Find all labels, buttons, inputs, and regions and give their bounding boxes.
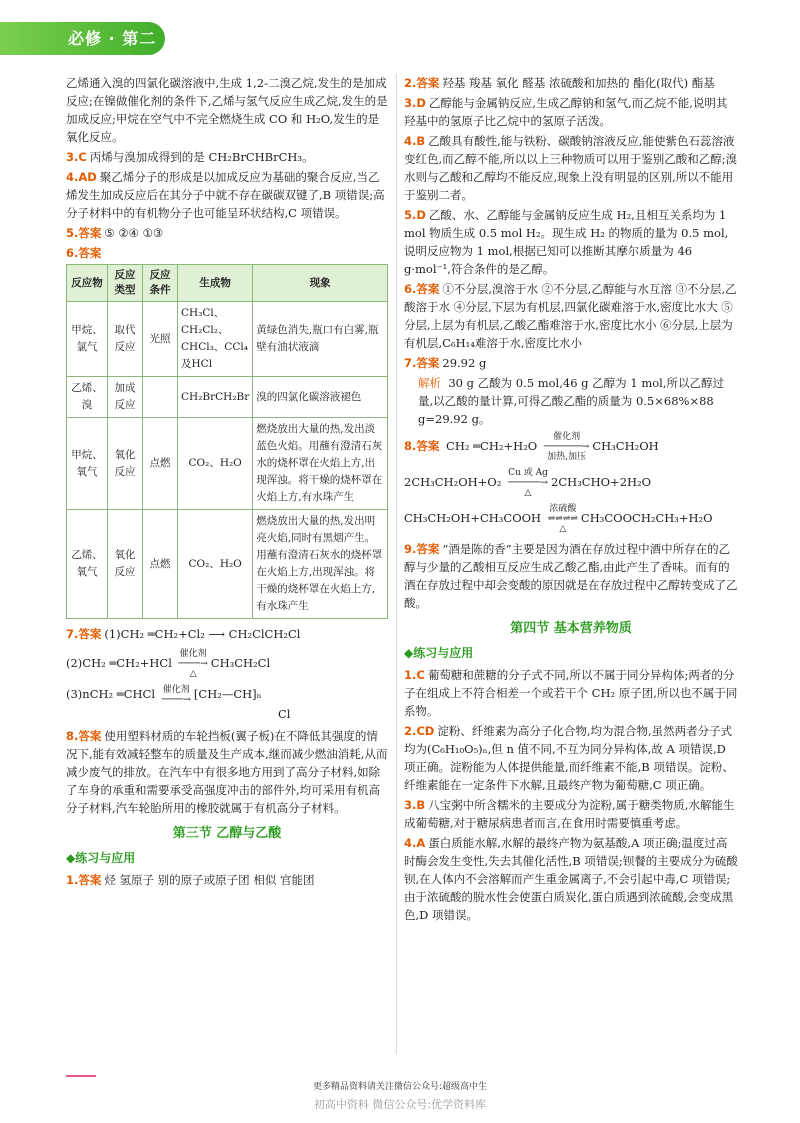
- answer-5: 5.D 乙酸、水、乙醇能与金属钠反应生成 H₂,且相互关系均为 1 mol 物质生成 0.5 mol H₂。现生成 H₂ 的物质的量为 0.5 mol,说明反应物为 1 mol,根据已知可以推断其摩尔质量为 46 g·mol⁻¹,符合条件的是乙醇。: [404, 208, 729, 276]
- table-cell: 燃烧放出大量的热,发出明亮火焰,同时有黑烟产生。用蘸有澄清石灰水的烧杯罩在火焰上方,出现浑浊。将干燥的烧杯罩在火焰上方,有水珠产生: [253, 510, 388, 619]
- table-cell: 黄绿色消失,瓶口有白雾,瓶壁有油状液滴: [253, 302, 388, 377]
- answer-7: 7.答案 (1)CH₂ ═CH₂+Cl₂ ⟶ CH₂ClCH₂Cl (2)CH₂ ═CH₂+HCl 催化剂 ────→ △CH₃CH₂Cl (3)nCH₂ ═CHCl 催化剂 ────→[CH₂—CH]ₙ Cl: [66, 625, 388, 723]
- table-cell: 乙烯、溴: [67, 377, 108, 418]
- table-row: [67, 377, 388, 418]
- answer-8: 8.答案 使用塑料材质的车轮挡板(翼子板)在不降低其强度的情况下,能有效减轻整车的质量及生产成本,继而减少燃油消耗,从而减少废气的排放。在汽车中有很多地方用到了高分子材料,如除了车身的承重和需要承受高强度冲击的部件外,均可采用有机高分子材料,汽车轮胎所用的橡胶就属于有机高分子材料。: [66, 729, 388, 815]
- answer-3: 3.D 乙醇能与金属钠反应,生成乙醇钠和氢气,而乙烷不能,说明其羟基中的氢原子比乙烷中的氢原子活泼。: [404, 96, 728, 128]
- equation-3: CH₃CH₂OH+CH₃COOH 浓硫酸 ⇌⇌⇌⇌ △CH₃COOCH₂CH₃+H₂O: [404, 504, 713, 534]
- answer-5: 5.答案 ⑤ ②④ ①③: [66, 226, 164, 240]
- answer-7: 7.答案 29.92 g: [404, 356, 487, 370]
- analysis: 解析 30 g 乙酸为 0.5 mol,46 g 乙醇为 1 mol,所以乙醇过量,以乙酸的量计算,可得乙酸乙酯的质量为 0.5×68%×88 g=29.92 g。: [418, 376, 724, 426]
- table-cell: CO₂、H₂O: [178, 510, 253, 619]
- footer-accent-line: [66, 1075, 96, 1077]
- reaction-arrow: Cu 或 Ag ──────→ △: [507, 468, 549, 498]
- table-row: [67, 302, 388, 377]
- reaction-arrow: 催化剂 ───────→ 加热,加压: [543, 432, 590, 462]
- col-header: 生成物: [178, 265, 253, 302]
- equation-2: 2CH₃CH₂OH+O₂ Cu 或 Ag ──────→ △2CH₃CHO+2H₂O: [404, 468, 652, 498]
- subsection-heading: ◆练习与应用: [66, 851, 136, 865]
- col-header: 现象: [253, 265, 388, 302]
- header-title: 必修 · 第二册: [68, 29, 157, 81]
- table-cell: CO₂、H₂O: [178, 418, 253, 510]
- equation-1: 8.答案 CH₂ ═CH₂+H₂O 催化剂 ───────→ 加热,加压CH₃CH₂OH: [404, 432, 659, 462]
- equation-3: (3)nCH₂ ═CHCl 催化剂 ────→[CH₂—CH]ₙ: [66, 685, 262, 705]
- table-row: [67, 418, 388, 510]
- chlorine-substituent: Cl: [278, 707, 291, 721]
- answer-9: 9.答案 “酒是陈的香”主要是因为酒在存放过程中酒中所存在的乙醇与少量的乙酸相互反应生成乙酸乙酯,由此产生了香味。而有的酒在存放过程中却会变酸的原因就是在存放过程中乙醇转变成了乙酸。: [404, 542, 738, 610]
- section-heading: 第三节 乙醇与乙酸: [172, 826, 282, 841]
- table-cell: 点燃: [143, 510, 178, 619]
- table-row: [67, 510, 388, 619]
- answer-2: 2.CD 淀粉、纤维素为高分子化合物,均为混合物,虽然两者分子式均为(C₆H₁₀O₅)ₙ,但 n 值不同,不互为同分异构体,故 A 项错误,D 项正确。淀粉能为人体提供能量,而纤维素不能,B 项错误。淀粉、纤维素能在一定条件下水解,且最终产物为葡萄糖,C 项正确。: [404, 724, 734, 792]
- right-column: [404, 74, 738, 926]
- reaction-table: [66, 264, 388, 619]
- subsection-heading: ◆练习与应用: [404, 646, 474, 660]
- footer-promo: 更多精品资料请关注微信公众号:超级高中生: [312, 1082, 488, 1092]
- table-cell: 燃烧放出大量的热,发出淡蓝色火焰。用蘸有澄清石灰水的烧杯罩在火焰上方,出现浑浊。将干燥的烧杯罩在火焰上方,有水珠产生: [253, 418, 388, 510]
- left-column: [66, 74, 388, 891]
- answer-6: 6.答案 ①不分层,溴溶于水 ②不分层,乙醇能与水互溶 ③不分层,乙酸溶于水 ④分层,下层为有机层,四氯化碳难溶于水,密度比水大 ⑤分层,上层为有机层,乙酸乙酯难溶于水,密度比水小 ⑥分层,上层为有机层,C₆H₁₄难溶于水,密度比水小: [404, 282, 737, 350]
- answer-1: 1.答案 烃 氢原子 别的原子或原子团 相似 官能团: [66, 873, 315, 887]
- table-cell: 乙烯、氧气: [67, 510, 108, 619]
- answer-4: 4.A 蛋白质能水解,水解的最终产物为氨基酸,A 项正确;温度过高时酶会发生变性,失去其催化活性,B 项错误;钡餐的主要成分为硫酸钡,在人体内不会溶解而产生重金属离子,不会引起中毒,C 项错误;由于浓硫酸的脱水性会使蛋白质炭化,蛋白质遇到浓硫酸,会变成黑色,D 项错误。: [404, 836, 738, 922]
- answer-4: 4.B 乙酸具有酸性,能与铁粉、碳酸钠溶液反应,能使紫色石蕊溶液变红色,而乙醇不能,所以以上三种物质可以用于鉴别乙酸和乙醇;溴水则与乙酸和乙醇均不能反应,现象上没有明显的区别,所以不能用于鉴别二者。: [404, 134, 738, 202]
- equation-2: (2)CH₂ ═CH₂+HCl 催化剂 ────→ △CH₃CH₂Cl: [66, 649, 271, 679]
- section-heading: 第四节 基本营养物质: [510, 621, 632, 636]
- reaction-arrow: 催化剂 ────→ △: [178, 649, 208, 679]
- col-header: 反应类型: [108, 265, 143, 302]
- answer-3: 3.C 丙烯与溴加成得到的是 CH₂BrCHBrCH₃。: [66, 150, 314, 164]
- answer-8: [404, 432, 738, 534]
- reversible-arrow: 浓硫酸 ⇌⇌⇌⇌ △: [547, 504, 578, 534]
- column-divider: [396, 74, 397, 1054]
- answer-1: 1.C 葡萄糖和蔗糖的分子式不同,所以不属于同分异构体;两者的分子在组成上不符合相差一个或若干个 CH₂ 原子团,所以也不属于同系物。: [404, 668, 738, 718]
- table-header-row: [67, 265, 388, 302]
- table-cell: 甲烷、氧气: [67, 418, 108, 510]
- table-cell: 甲烷、氯气: [67, 302, 108, 377]
- table-cell: 氧化反应: [108, 418, 143, 510]
- col-header: 反应物: [67, 265, 108, 302]
- table-cell: 取代反应: [108, 302, 143, 377]
- table-cell: 点燃: [143, 418, 178, 510]
- answer-3: 3.B 八宝粥中所含糯米的主要成分为淀粉,属于糖类物质,水解能生成葡萄糖,对于糖尿病患者而言,在食用时需要慎重考虑。: [404, 798, 735, 830]
- reaction-arrow: 催化剂 ────→: [161, 685, 191, 705]
- equation-1: (1)CH₂ ═CH₂+Cl₂ ⟶ CH₂ClCH₂Cl: [104, 627, 301, 641]
- answer-2: 2.答案 羟基 羧基 氧化 醛基 浓硫酸和加热的 酯化(取代) 酯基: [404, 76, 715, 90]
- header-banner: [0, 22, 165, 81]
- table-cell: [143, 377, 178, 418]
- table-cell: 加成反应: [108, 377, 143, 418]
- table-cell: 氧化反应: [108, 510, 143, 619]
- table-cell: 溴的四氯化碳溶液褪色: [253, 377, 388, 418]
- footer-watermark: 初高中资料 微信公众号:优学资料库: [313, 1098, 487, 1111]
- table-cell: 光照: [143, 302, 178, 377]
- table-cell: CH₂BrCH₂Br: [178, 377, 253, 418]
- intro-paragraph: 乙烯通入溴的四氯化碳溶液中,生成 1,2-二溴乙烷,发生的是加成反应;在镍做催化剂的条件下,乙烯与氢气反应生成乙烷,发生的是加成反应;甲烷在空气中不完全燃烧生成 CO 和 H₂O,发生的是氧化反应。: [66, 76, 388, 144]
- table-cell: CH₃Cl、CH₂Cl₂、CHCl₃、CCl₄及HCl: [178, 302, 253, 377]
- col-header: 反应条件: [143, 265, 178, 302]
- answer-6: 6.答案: [66, 246, 102, 260]
- answer-4: 4.AD 聚乙烯分子的形成是以加成反应为基础的聚合反应,当乙烯发生加成反应后在其分子中就不存在碳碳双键了,B 项错误;高分子材料中的有机物分子也可能呈环状结构,C 项错误。: [66, 170, 385, 220]
